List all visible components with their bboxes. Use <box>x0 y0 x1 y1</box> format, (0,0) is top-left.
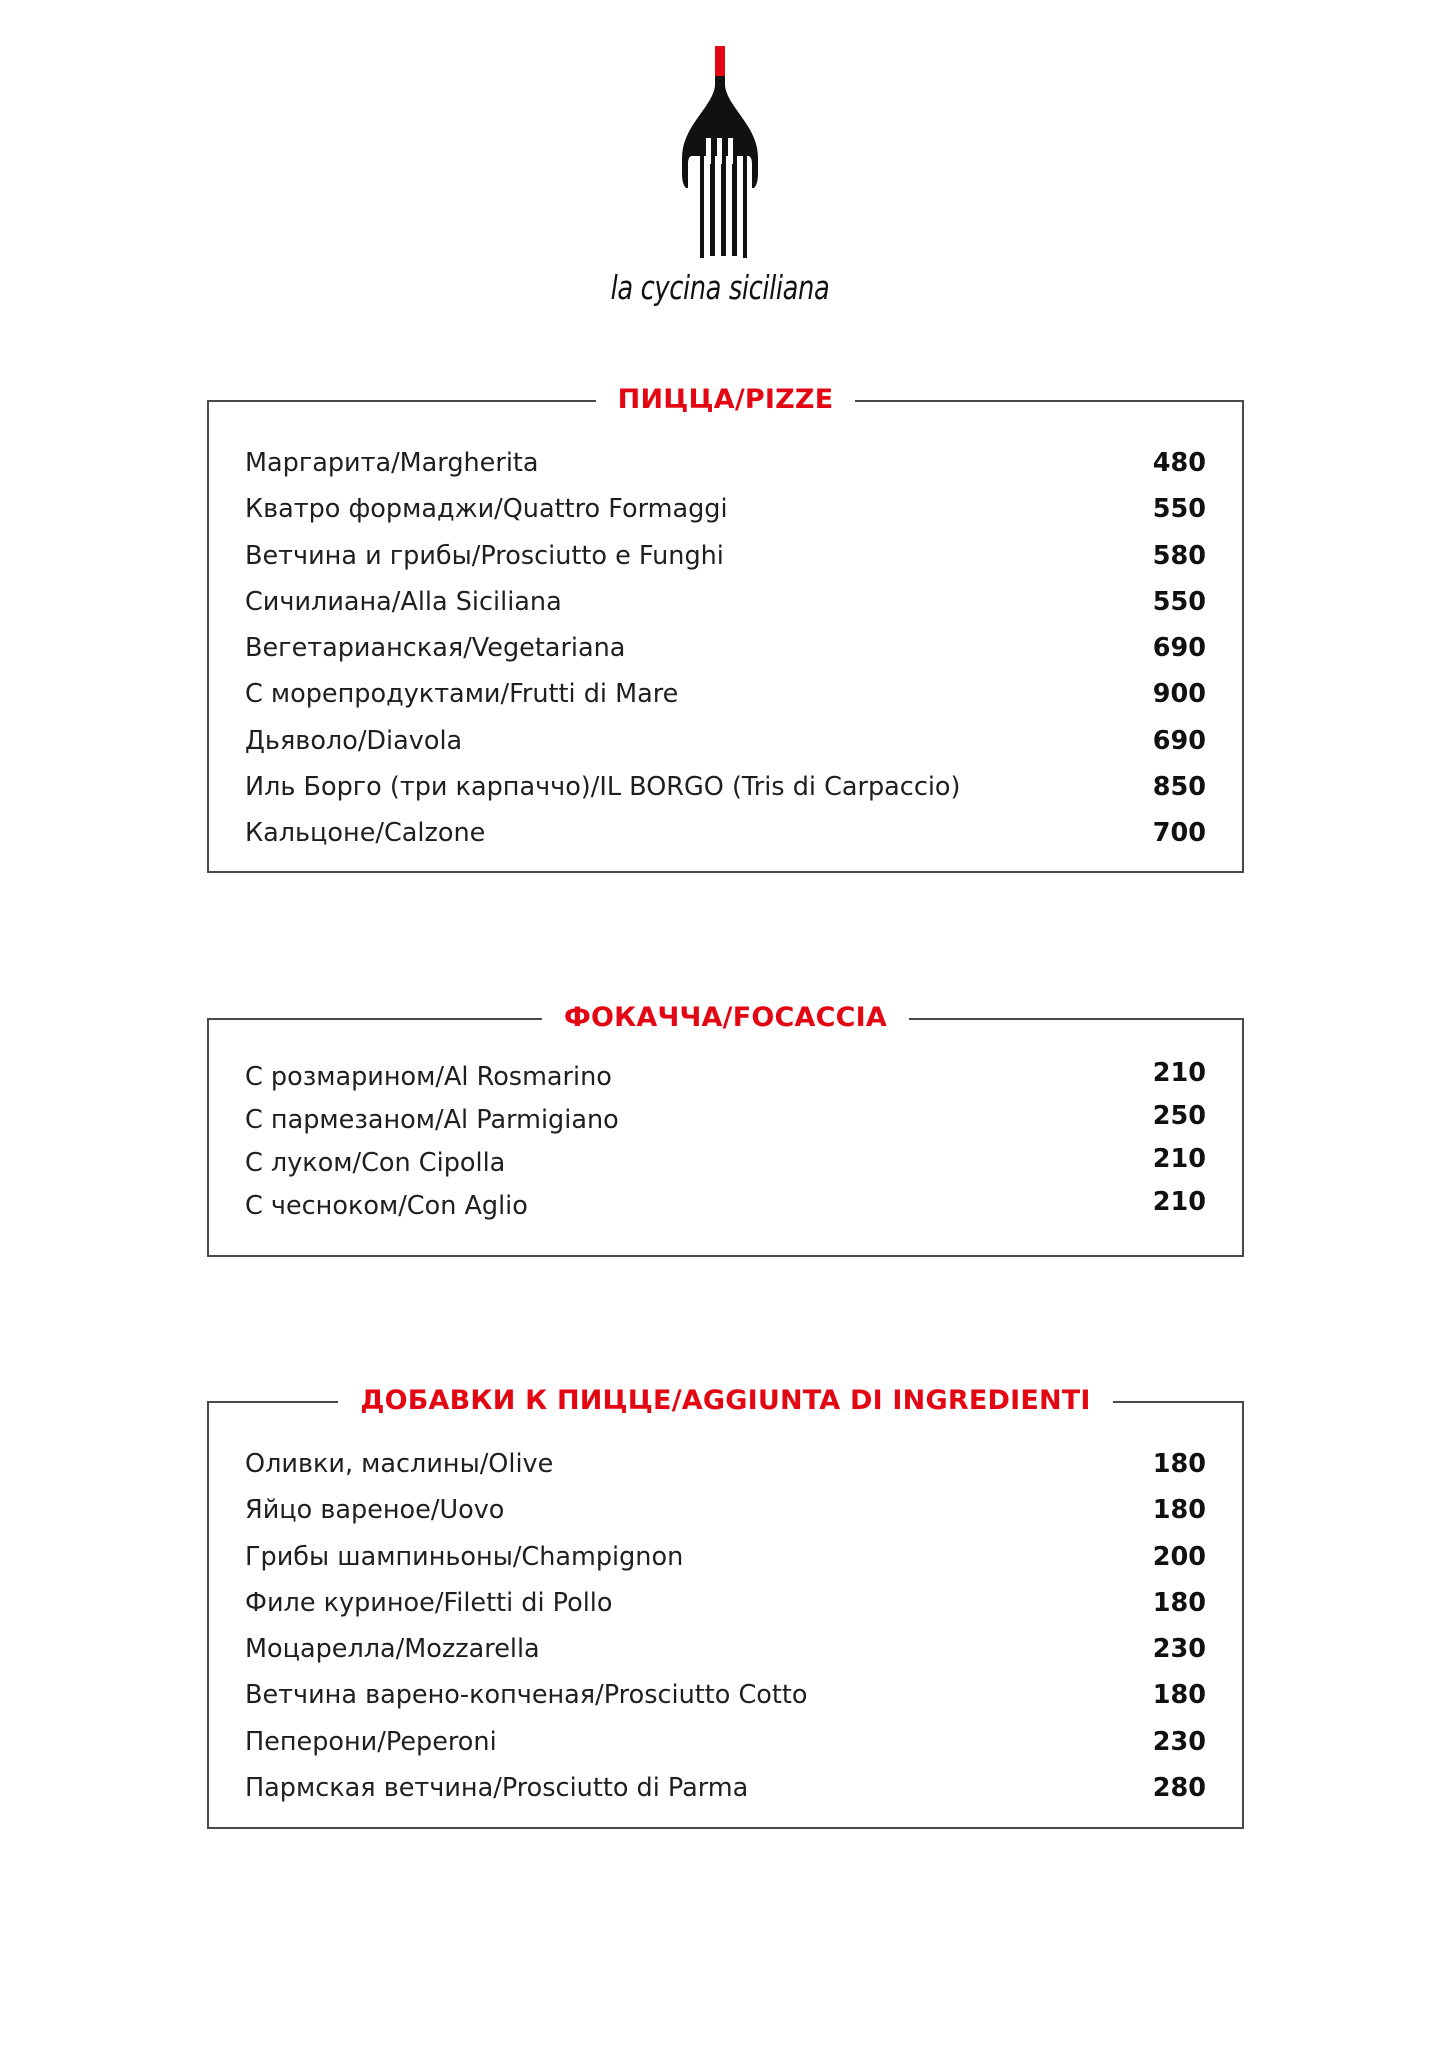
menu-list-pizze <box>245 440 1206 857</box>
item-name: С чесноком/Con Aglio <box>245 1191 528 1221</box>
item-name: Кватро формаджи/Quattro Formaggi <box>245 494 728 525</box>
brand-name: la cycina siciliana <box>610 268 830 307</box>
item-price: 850 <box>1152 772 1206 803</box>
item-name: Пеперони/Peperoni <box>245 1726 497 1757</box>
menu-item <box>245 1487 1206 1533</box>
item-price: 230 <box>1152 1634 1206 1665</box>
item-name: С морепродуктами/Frutti di Mare <box>245 679 679 710</box>
menu-item <box>245 1719 1206 1765</box>
item-name: Оливки, маслины/Olive <box>245 1449 554 1479</box>
item-price: 280 <box>1152 1773 1206 1804</box>
menu-item <box>245 718 1206 764</box>
menu-item <box>245 579 1206 625</box>
menu-item <box>245 1142 1206 1185</box>
menu-item <box>245 440 1206 486</box>
item-price: 900 <box>1152 679 1206 710</box>
section-title-focaccia: ФОКАЧЧА/FOCACCIA <box>542 998 909 1038</box>
item-name: Пармская ветчина/Prosciutto di Parma <box>245 1773 749 1804</box>
item-price: 210 <box>1152 1144 1206 1174</box>
menu-item <box>245 1099 1206 1142</box>
item-name: Ветчина варено-копченая/Prosciutto Cotto <box>245 1680 808 1711</box>
item-price: 200 <box>1152 1541 1206 1572</box>
menu-list-focaccia <box>245 1056 1206 1228</box>
section-aggiunta <box>207 1385 1244 1829</box>
item-price: 580 <box>1152 540 1206 571</box>
menu-item <box>245 1534 1206 1580</box>
section-pizze <box>207 384 1244 873</box>
item-price: 690 <box>1152 633 1206 664</box>
menu-item <box>245 1056 1206 1099</box>
section-focaccia <box>207 1002 1244 1257</box>
restaurant-logo <box>0 0 1434 330</box>
item-price: 180 <box>1152 1495 1206 1526</box>
menu-item <box>245 1626 1206 1672</box>
item-price: 700 <box>1152 818 1206 849</box>
item-price: 550 <box>1152 494 1206 525</box>
item-name: Грибы шампиньоны/Champignon <box>245 1541 684 1572</box>
menu-item <box>245 625 1206 671</box>
item-price: 180 <box>1152 1449 1206 1479</box>
item-name: Иль Борго (три карпаччо)/IL BORGO (Tris di Carpaccio) <box>245 772 961 803</box>
item-name: С розмарином/Al Rosmarino <box>245 1062 612 1092</box>
section-title-aggiunta: ДОБАВКИ К ПИЦЦЕ/AGGIUNTA DI INGREDIENTI <box>338 1381 1112 1421</box>
item-price: 180 <box>1152 1587 1206 1618</box>
item-name: Яйцо вареное/Uovo <box>245 1495 505 1526</box>
menu-item <box>245 1672 1206 1718</box>
menu-item <box>245 764 1206 810</box>
item-price: 230 <box>1152 1726 1206 1757</box>
item-price: 550 <box>1152 586 1206 617</box>
fork-bottle-icon <box>680 46 760 266</box>
item-name: Кальцоне/Calzone <box>245 818 486 849</box>
item-name: Вегетарианская/Vegetariana <box>245 633 626 664</box>
item-name: Сичилиана/Alla Siciliana <box>245 586 562 617</box>
item-name: Моцарелла/Mozzarella <box>245 1634 540 1665</box>
item-price: 210 <box>1152 1058 1206 1088</box>
item-name: Филе куриное/Filetti di Pollo <box>245 1587 613 1618</box>
item-name: С луком/Con Cipolla <box>245 1148 506 1178</box>
menu-item <box>245 1580 1206 1626</box>
section-title-pizze: ПИЦЦА/PIZZE <box>596 380 856 420</box>
menu-item <box>245 1185 1206 1228</box>
item-name: Ветчина и грибы/Prosciutto e Funghi <box>245 540 724 571</box>
menu-item <box>245 671 1206 717</box>
menu-list-aggiunta <box>245 1441 1206 1811</box>
item-price: 690 <box>1152 725 1206 756</box>
menu-item <box>245 1441 1206 1487</box>
menu-item <box>245 533 1206 579</box>
menu-item <box>245 810 1206 856</box>
item-price: 250 <box>1152 1101 1206 1131</box>
item-name: Маргарита/Margherita <box>245 448 539 478</box>
item-name: Дьяволо/Diavola <box>245 725 463 756</box>
menu-item <box>245 1765 1206 1811</box>
item-name: С пармезаном/Al Parmigiano <box>245 1105 619 1135</box>
menu-item <box>245 486 1206 532</box>
item-price: 210 <box>1152 1187 1206 1217</box>
item-price: 480 <box>1152 448 1206 478</box>
item-price: 180 <box>1152 1680 1206 1711</box>
